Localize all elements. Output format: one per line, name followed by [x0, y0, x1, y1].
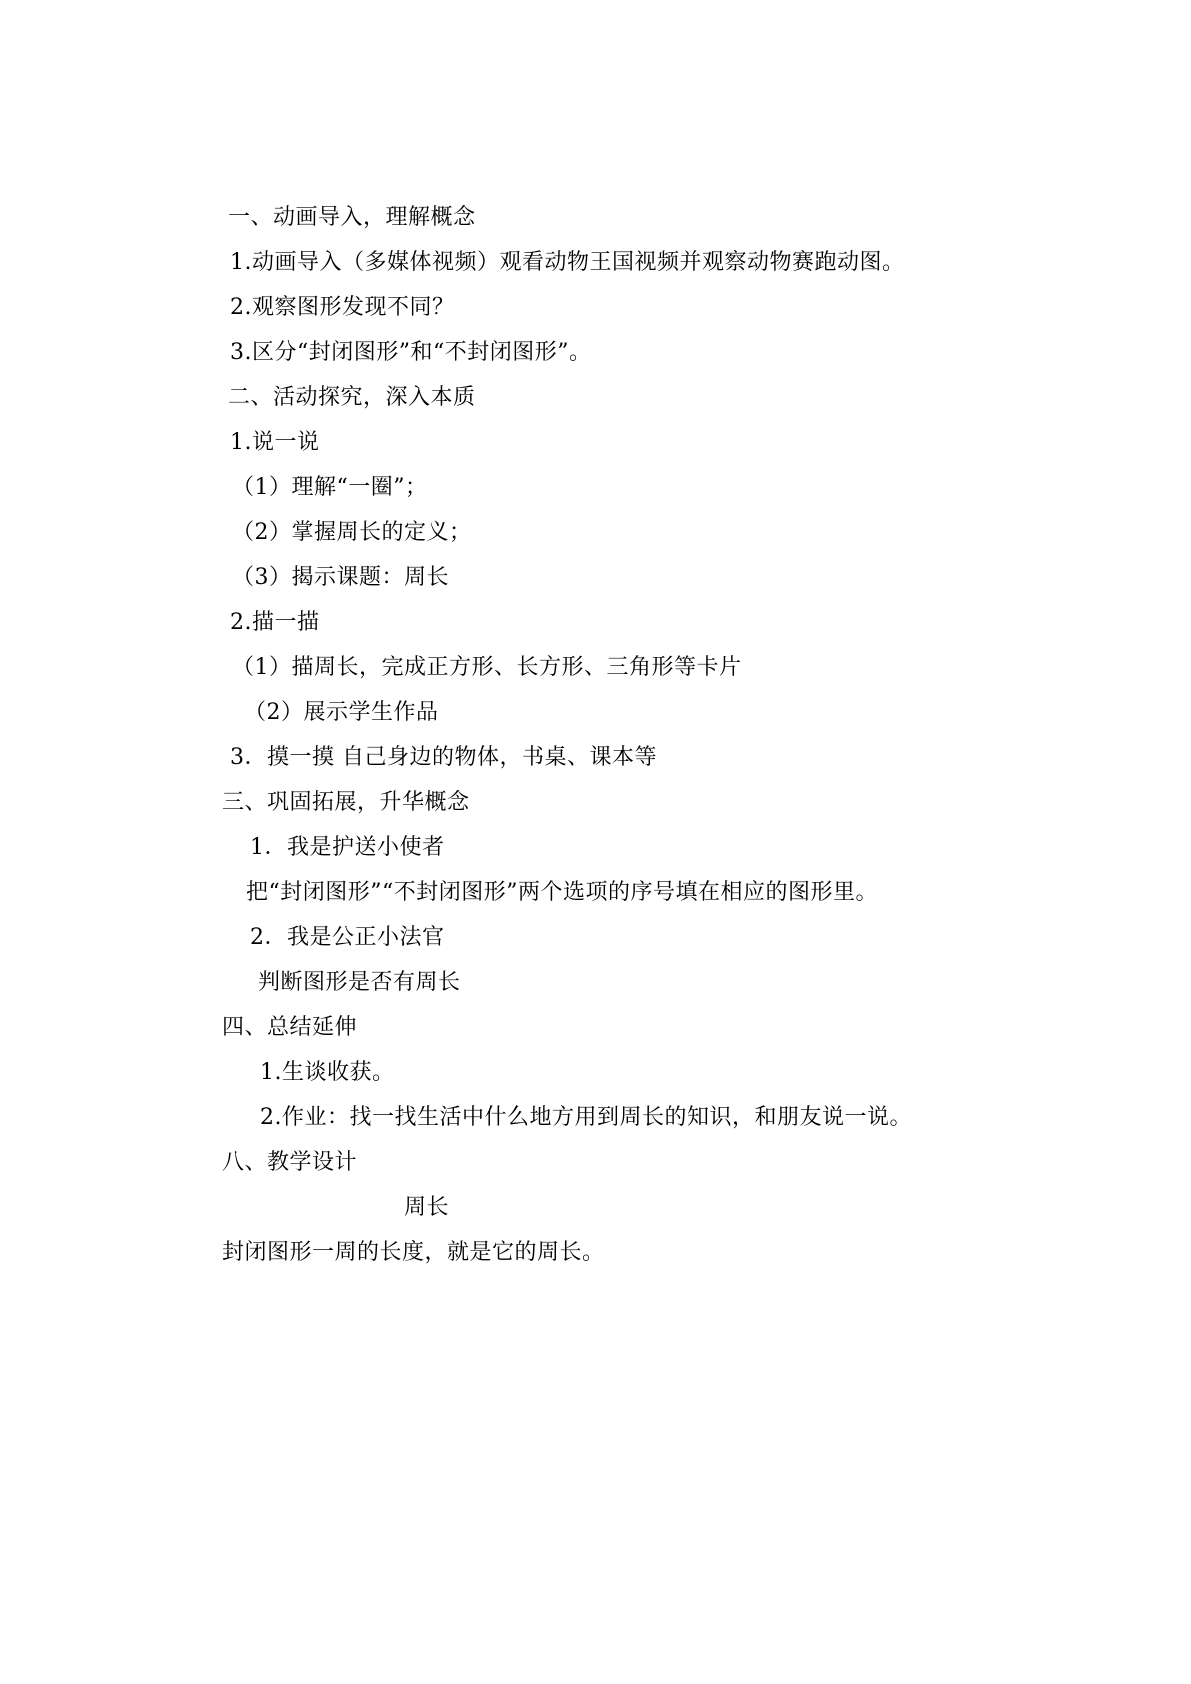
text-line: （1）理解“一圈”； [232, 475, 428, 500]
text-line: 2.描一描 [230, 610, 320, 635]
section-heading-8: 八、教学设计 [222, 1150, 358, 1175]
section-heading-1: 一、动画导入，理解概念 [228, 205, 476, 230]
section-heading-4: 四、总结延伸 [222, 1015, 358, 1040]
text-line: 3．摸一摸 自己身边的物体，书桌、课本等 [230, 745, 657, 770]
text-line: 2.观察图形发现不同？ [230, 295, 455, 320]
text-line: （2）展示学生作品 [244, 700, 439, 725]
text-line: （2）掌握周长的定义； [232, 520, 472, 545]
text-line: （1）描周长，完成正方形、长方形、三角形等卡片 [232, 655, 742, 680]
text-line: 1.动画导入（多媒体视频）观看动物王国视频并观察动物赛跑动图。 [230, 250, 905, 275]
text-line: 3.区分“封闭图形”和“不封闭图形”。 [230, 340, 592, 365]
board-title: 周长 [404, 1195, 450, 1220]
text-line: （3）揭示课题：周长 [232, 565, 449, 590]
text-line: 封闭图形一周的长度，就是它的周长。 [222, 1240, 605, 1265]
text-line: 判断图形是否有周长 [258, 970, 461, 995]
text-line: 1．我是护送小使者 [250, 835, 445, 860]
section-heading-3: 三、巩固拓展，升华概念 [222, 790, 470, 815]
text-line: 2.作业：找一找生活中什么地方用到周长的知识，和朋友说一说。 [260, 1105, 912, 1130]
section-heading-2: 二、活动探究，深入本质 [228, 385, 476, 410]
text-line: 1.说一说 [230, 430, 320, 455]
text-line: 2．我是公正小法官 [250, 925, 445, 950]
text-line: 把“封闭图形”“不封闭图形”两个选项的序号填在相应的图形里。 [246, 880, 878, 905]
text-line: 1.生谈收获。 [260, 1060, 395, 1085]
